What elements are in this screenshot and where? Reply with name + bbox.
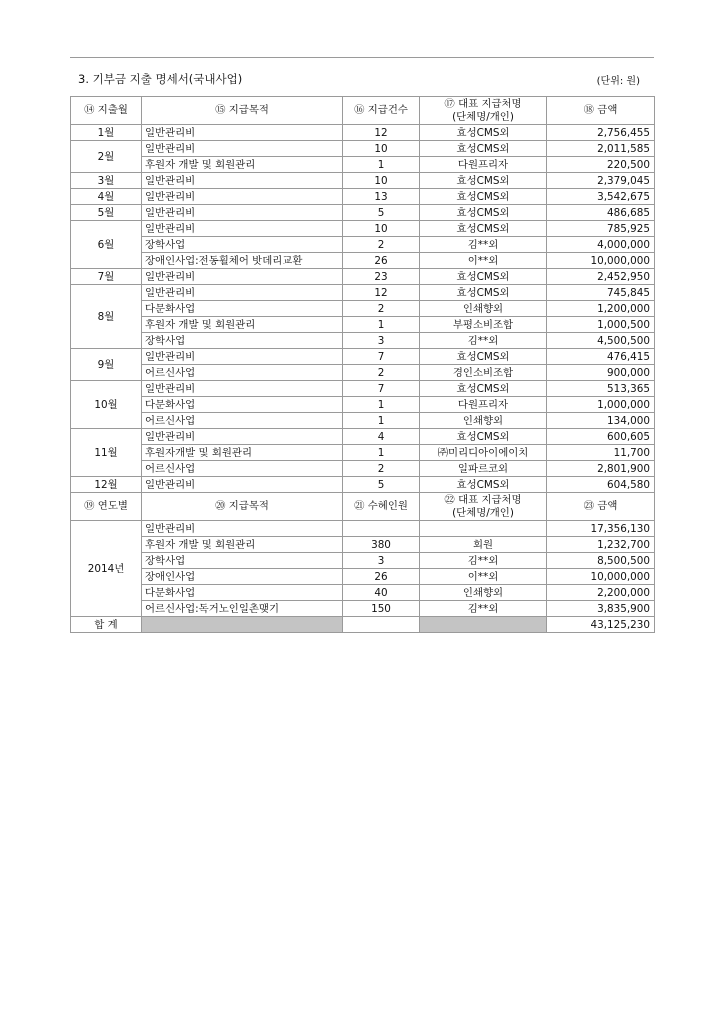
purpose-cell: 일반관리비 [142,429,343,445]
purpose-cell: 다문화사업 [142,397,343,413]
amount-cell: 17,356,130 [547,521,655,537]
month-cell: 1월 [71,125,142,141]
total-amount: 43,125,230 [547,617,655,633]
year-cell: 2014년 [71,521,142,617]
representative-cell: 인쇄향외 [420,585,547,601]
amount-cell: 513,365 [547,381,655,397]
purpose-cell: 장학사업 [142,553,343,569]
representative-cell: 김**외 [420,333,547,349]
table-row [71,365,655,381]
month-cell: 4월 [71,189,142,205]
table-row [71,477,655,493]
purpose-cell: 다문화사업 [142,301,343,317]
representative-cell: 일파르코외 [420,461,547,477]
amount-cell: 900,000 [547,365,655,381]
count-cell: 4 [343,429,420,445]
purpose-cell: 후원자 개발 및 회원관리 [142,157,343,173]
purpose-cell: 일반관리비 [142,189,343,205]
purpose-cell: 장학사업 [142,237,343,253]
representative-cell: 김**외 [420,237,547,253]
month-cell: 3월 [71,173,142,189]
representative-cell: 효성CMS외 [420,221,547,237]
table1-header-row [71,97,655,125]
table-row [71,537,655,553]
count-cell: 26 [343,253,420,269]
amount-cell: 604,580 [547,477,655,493]
purpose-cell: 일반관리비 [142,141,343,157]
purpose-cell: 일반관리비 [142,269,343,285]
table-row [71,461,655,477]
count-cell: 23 [343,269,420,285]
amount-cell: 2,011,585 [547,141,655,157]
table-row [71,189,655,205]
total-row [71,617,655,633]
table-row [71,237,655,253]
representative-cell: 다원프리자 [420,397,547,413]
table-row [71,429,655,445]
count-cell: 13 [343,189,420,205]
header-amount: ⑱ 금액 [547,97,655,125]
purpose-cell: 다문화사업 [142,585,343,601]
count-cell: 10 [343,141,420,157]
header-beneficiaries: ㉑ 수혜인원 [343,493,420,521]
purpose-cell: 일반관리비 [142,521,343,537]
table2-header-row [71,493,655,521]
representative-cell: 효성CMS외 [420,285,547,301]
amount-cell: 476,415 [547,349,655,365]
table-row [71,397,655,413]
representative-cell: ㈜미리디아이에이치 [420,445,547,461]
table-row [71,413,655,429]
purpose-cell: 장애인사업 [142,569,343,585]
count-cell: 10 [343,173,420,189]
representative-cell: 효성CMS외 [420,141,547,157]
amount-cell: 785,925 [547,221,655,237]
total-empty-cell [343,617,420,633]
table-row [71,141,655,157]
amount-cell: 486,685 [547,205,655,221]
amount-cell: 10,000,000 [547,569,655,585]
table-row [71,585,655,601]
table-row [71,333,655,349]
amount-cell: 11,700 [547,445,655,461]
purpose-cell: 장학사업 [142,333,343,349]
count-cell: 1 [343,445,420,461]
purpose-cell: 일반관리비 [142,381,343,397]
amount-cell: 3,835,900 [547,601,655,617]
amount-cell: 8,500,500 [547,553,655,569]
count-cell: 5 [343,205,420,221]
unit-label: (단위: 원) [596,76,640,87]
representative-cell: 김**외 [420,601,547,617]
count-cell: 12 [343,285,420,301]
section-title: 3. 기부금 지출 명세서(국내사업) [78,72,243,86]
amount-cell: 2,200,000 [547,585,655,601]
header-purpose-2: ⑳ 지급목적 [142,493,343,521]
amount-cell: 1,200,000 [547,301,655,317]
beneficiaries-cell: 40 [343,585,420,601]
header-count: ⑯ 지급건수 [343,97,420,125]
amount-cell: 1,000,000 [547,397,655,413]
amount-cell: 1,000,500 [547,317,655,333]
header-rep-line1: ⑰ 대표 지급처명 [444,97,522,110]
table-row [71,317,655,333]
amount-cell: 2,801,900 [547,461,655,477]
purpose-cell: 일반관리비 [142,173,343,189]
beneficiaries-cell: 150 [343,601,420,617]
beneficiaries-cell: 380 [343,537,420,553]
table-row [71,521,655,537]
count-cell: 2 [343,301,420,317]
representative-cell: 이**외 [420,253,547,269]
table-row [71,269,655,285]
amount-cell: 1,232,700 [547,537,655,553]
count-cell: 2 [343,365,420,381]
table-row [71,601,655,617]
representative-cell: 효성CMS외 [420,205,547,221]
table-row [71,569,655,585]
total-blank-cell [420,617,547,633]
header-rep-line2: (단체명/개인) [452,506,514,519]
month-cell: 7월 [71,269,142,285]
month-cell: 8월 [71,285,142,349]
table-row [71,205,655,221]
count-cell: 3 [343,333,420,349]
beneficiaries-cell [343,521,420,537]
representative-cell: 효성CMS외 [420,349,547,365]
purpose-cell: 어르신사업 [142,365,343,381]
table-row [71,157,655,173]
representative-cell: 부평소비조합 [420,317,547,333]
month-cell: 9월 [71,349,142,381]
table-row [71,125,655,141]
header-year: ⑲ 연도별 [71,493,142,521]
amount-cell: 600,605 [547,429,655,445]
representative-cell: 효성CMS외 [420,189,547,205]
month-cell: 12월 [71,477,142,493]
purpose-cell: 일반관리비 [142,477,343,493]
header-amount-2: ㉓ 금액 [547,493,655,521]
header-rep-line1: ㉒ 대표 지급처명 [444,493,522,506]
table-row [71,285,655,301]
purpose-cell: 일반관리비 [142,221,343,237]
purpose-cell: 일반관리비 [142,349,343,365]
header-representative [420,97,547,125]
purpose-cell: 어르신사업:독거노인일촌맺기 [142,601,343,617]
purpose-cell: 장애인사업:전동휠체어 밧데리교환 [142,253,343,269]
count-cell: 5 [343,477,420,493]
representative-cell: 이**외 [420,569,547,585]
representative-cell: 김**외 [420,553,547,569]
amount-cell: 2,452,950 [547,269,655,285]
amount-cell: 220,500 [547,157,655,173]
month-cell: 10월 [71,381,142,429]
month-cell: 5월 [71,205,142,221]
amount-cell: 10,000,000 [547,253,655,269]
representative-cell: 인쇄향외 [420,413,547,429]
purpose-cell: 일반관리비 [142,285,343,301]
month-cell: 11월 [71,429,142,477]
count-cell: 7 [343,349,420,365]
total-label: 합 계 [71,617,142,633]
month-cell: 2월 [71,141,142,173]
header-month: ⑭ 지출월 [71,97,142,125]
count-cell: 12 [343,125,420,141]
expenditure-table [70,96,655,633]
representative-cell: 효성CMS외 [420,477,547,493]
table-row [71,221,655,237]
count-cell: 10 [343,221,420,237]
representative-cell: 효성CMS외 [420,269,547,285]
purpose-cell: 일반관리비 [142,125,343,141]
purpose-cell: 일반관리비 [142,205,343,221]
representative-cell: 회원 [420,537,547,553]
count-cell: 1 [343,157,420,173]
purpose-cell: 후원자 개발 및 회원관리 [142,317,343,333]
amount-cell: 134,000 [547,413,655,429]
amount-cell: 745,845 [547,285,655,301]
table-row [71,349,655,365]
amount-cell: 4,500,500 [547,333,655,349]
beneficiaries-cell: 3 [343,553,420,569]
purpose-cell: 어르신사업 [142,461,343,477]
amount-cell: 4,000,000 [547,237,655,253]
header-purpose: ⑮ 지급목적 [142,97,343,125]
purpose-cell: 후원자 개발 및 회원관리 [142,537,343,553]
beneficiaries-cell: 26 [343,569,420,585]
table-row [71,173,655,189]
representative-cell: 효성CMS외 [420,125,547,141]
header-representative-2 [420,493,547,521]
count-cell: 7 [343,381,420,397]
total-blank-cell [142,617,343,633]
table-row [71,553,655,569]
count-cell: 1 [343,317,420,333]
purpose-cell: 어르신사업 [142,413,343,429]
table-row [71,445,655,461]
count-cell: 1 [343,413,420,429]
representative-cell: 효성CMS외 [420,173,547,189]
table-row [71,301,655,317]
top-rule [70,57,654,58]
representative-cell [420,521,547,537]
table-row [71,381,655,397]
count-cell: 1 [343,397,420,413]
purpose-cell: 후원자개발 및 회원관리 [142,445,343,461]
count-cell: 2 [343,461,420,477]
representative-cell: 효성CMS외 [420,381,547,397]
table-row [71,253,655,269]
count-cell: 2 [343,237,420,253]
amount-cell: 2,379,045 [547,173,655,189]
header-rep-line2: (단체명/개인) [452,110,514,123]
amount-cell: 3,542,675 [547,189,655,205]
representative-cell: 효성CMS외 [420,429,547,445]
representative-cell: 인쇄향외 [420,301,547,317]
representative-cell: 다원프리자 [420,157,547,173]
amount-cell: 2,756,455 [547,125,655,141]
month-cell: 6월 [71,221,142,269]
representative-cell: 경인소비조합 [420,365,547,381]
